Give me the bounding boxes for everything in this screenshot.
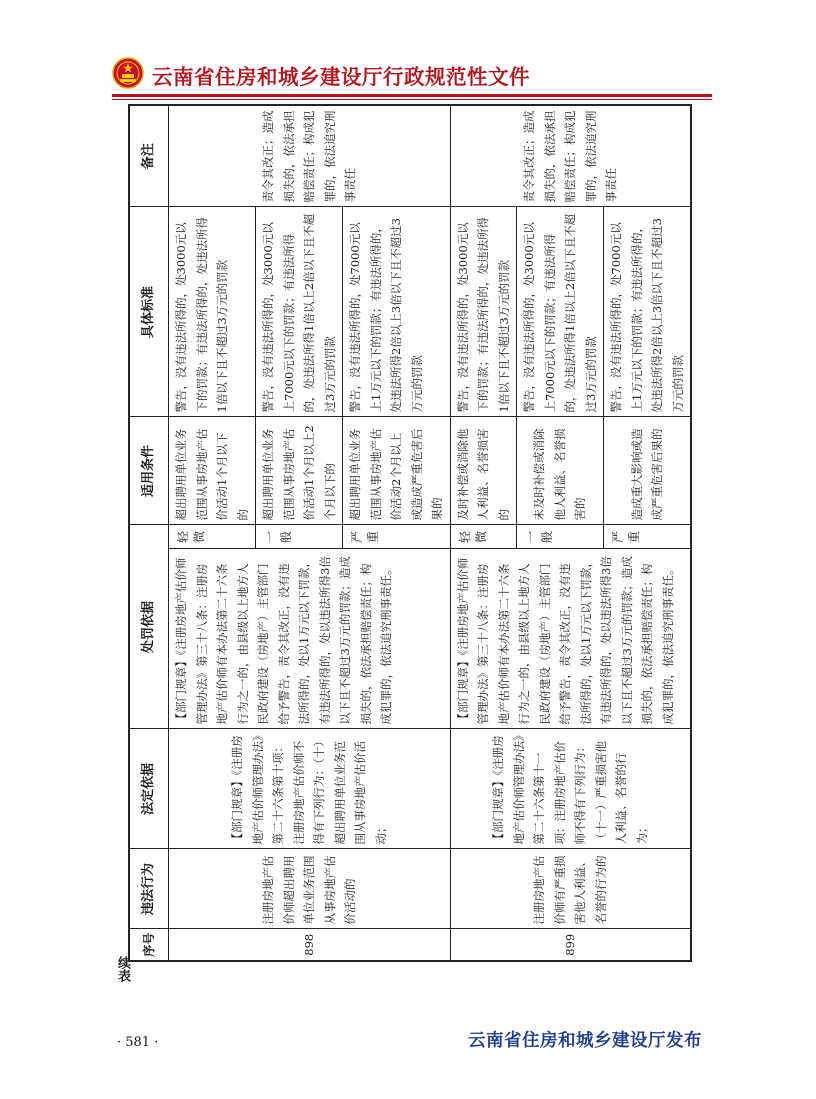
table-row <box>169 105 256 961</box>
level-label: 一般 <box>263 530 293 543</box>
col-header-note: 备注 <box>129 105 169 207</box>
col-header-condition: 适用条件 <box>129 417 169 525</box>
penalty-basis-cell: 【部门规章】《注册房地产估价师管理办法》第三十八条：注册房地产估价师有本办法第二十六条行为之一的，由县级以上地方人民政府建设（房地产）主管部门给予警告，责令其改正，没有违法所得的，处以1万元以下罚款，有违法所得的，处以违法所得3倍以下且不超过3万元的罚款；造成损失的，依法承担赔偿责任；构成犯罪的，依法追究刑事责任。 <box>169 549 451 729</box>
condition-cell: 及时补偿或消除他人利益、名誉损害的 <box>450 417 517 525</box>
national-emblem-icon <box>112 57 144 89</box>
penalty-table <box>128 104 692 962</box>
standard-cell: 警告，没有违法所得的，处3000元以下的罚款；有违法所得的，处违法所得1倍以下且不超过3万元的罚款 <box>169 207 256 417</box>
header-title: 云南省住房和城乡建设厅行政规范性文件 <box>152 65 530 89</box>
header-rule-thin <box>112 99 712 100</box>
header-rule-thick <box>112 94 712 97</box>
col-header-standard: 具体标准 <box>129 207 169 417</box>
table-row <box>450 105 517 961</box>
level-label: 轻微 <box>457 530 488 543</box>
standard-cell: 警告，没有违法所得的，处7000元以上1万元以下的罚款；有违法所得的，处违法所得2倍以上3倍以下且不超过3万元的罚款 <box>604 207 692 417</box>
level-label: 严重 <box>611 530 641 543</box>
page-number: · 581 · <box>117 1035 159 1050</box>
condition-cell: 超出聘用单位业务范围从事房地产估价活动2个月以上或造成严重危害后果的 <box>343 417 451 525</box>
level-cell <box>517 525 604 549</box>
col-header-penalty-basis: 处罚依据 <box>129 525 169 729</box>
level-cell <box>169 525 256 549</box>
seq-cell: 898 <box>169 929 451 961</box>
level-label: 一般 <box>524 530 554 543</box>
col-header-violation: 违法行为 <box>129 849 169 929</box>
standard-cell: 警告，没有违法所得的，处3000元以下的罚款；有违法所得的，处违法所得1倍以下且不超过3万元的罚款 <box>450 207 517 417</box>
table-header-row <box>129 105 169 961</box>
condition-cell: 超出聘用单位业务范围从事房地产估价活动1个月以下的 <box>169 417 256 525</box>
page-header <box>112 57 732 93</box>
condition-cell: 超出聘用单位业务范围从事房地产估价活动1个月以上2个月以下的 <box>256 417 343 525</box>
level-cell <box>256 525 343 549</box>
condition-cell: 未及时补偿或消除他人利益、名誉损害的 <box>517 417 604 525</box>
note-cell: 责令其改正；造成损失的，依法承担赔偿责任；构成犯罪的，依法追究刑事责任 <box>450 105 691 207</box>
legal-basis-cell: 【部门规章】《注册房地产估价师管理办法》第二十六条第十一项：注册房地产估价师不得有下列行为：（十一）严重损害他人利益、名誉的行为； <box>450 729 691 849</box>
violation-cell: 注册房地产估价师有严重损害他人利益、名誉的行为的 <box>450 849 691 929</box>
col-header-seq: 序号 <box>129 929 169 961</box>
standard-cell: 警告，没有违法所得的，处3000元以上7000元以下的罚款；有违法所得的，处违法所得1倍以上2倍以下且不超过3万元的罚款 <box>517 207 604 417</box>
footer-publisher: 云南省住房和城乡建设厅发布 <box>468 1031 702 1051</box>
level-cell <box>450 525 517 549</box>
rotated-table-container <box>128 106 685 962</box>
level-label: 轻微 <box>176 530 206 543</box>
legal-basis-cell: 【部门规章】《注册房地产估价师管理办法》第二十六条第十项：注册房地产估价师不得有下列行为：（十）超出聘用单位业务范围从事房地产估价活动； <box>169 729 451 849</box>
continuation-label: 续表 <box>115 956 130 982</box>
standard-cell: 警告，没有违法所得的，处7000元以上1万元以下的罚款；有违法所得的，处违法所得2倍以上3倍以下且不超过3万元的罚款 <box>343 207 451 417</box>
penalty-basis-cell: 【部门规章】《注册房地产估价师管理办法》第三十八条：注册房地产估价师有本办法第二十六条行为之一的，由县级以上地方人民政府建设（房地产）主管部门给予警告，责令其改正，没有违法所得的，处以1万元以下罚款，有违法所得的，处以违法所得3倍以下且不超过3万元的罚款；造成损失的，依法承担赔偿责任；构成犯罪的，依法追究刑事责任。 <box>450 549 691 729</box>
level-cell <box>343 525 451 549</box>
condition-cell: 造成重大影响或造成严重危害后果的 <box>604 417 692 525</box>
level-label: 严重 <box>350 530 380 543</box>
note-cell: 责令其改正；造成损失的，依法承担赔偿责任；构成犯罪的，依法追究刑事责任 <box>169 105 451 207</box>
seq-cell: 899 <box>450 929 691 961</box>
standard-cell: 警告，没有违法所得的，处3000元以上7000元以下的罚款；有违法所得的，处违法所得1倍以上2倍以下且不超过3万元的罚款 <box>256 207 343 417</box>
violation-cell: 注册房地产估价师超出聘用单位业务范围从事房地产估价活动的 <box>169 849 451 929</box>
level-cell <box>604 525 692 549</box>
col-header-legal-basis: 法定依据 <box>129 729 169 849</box>
